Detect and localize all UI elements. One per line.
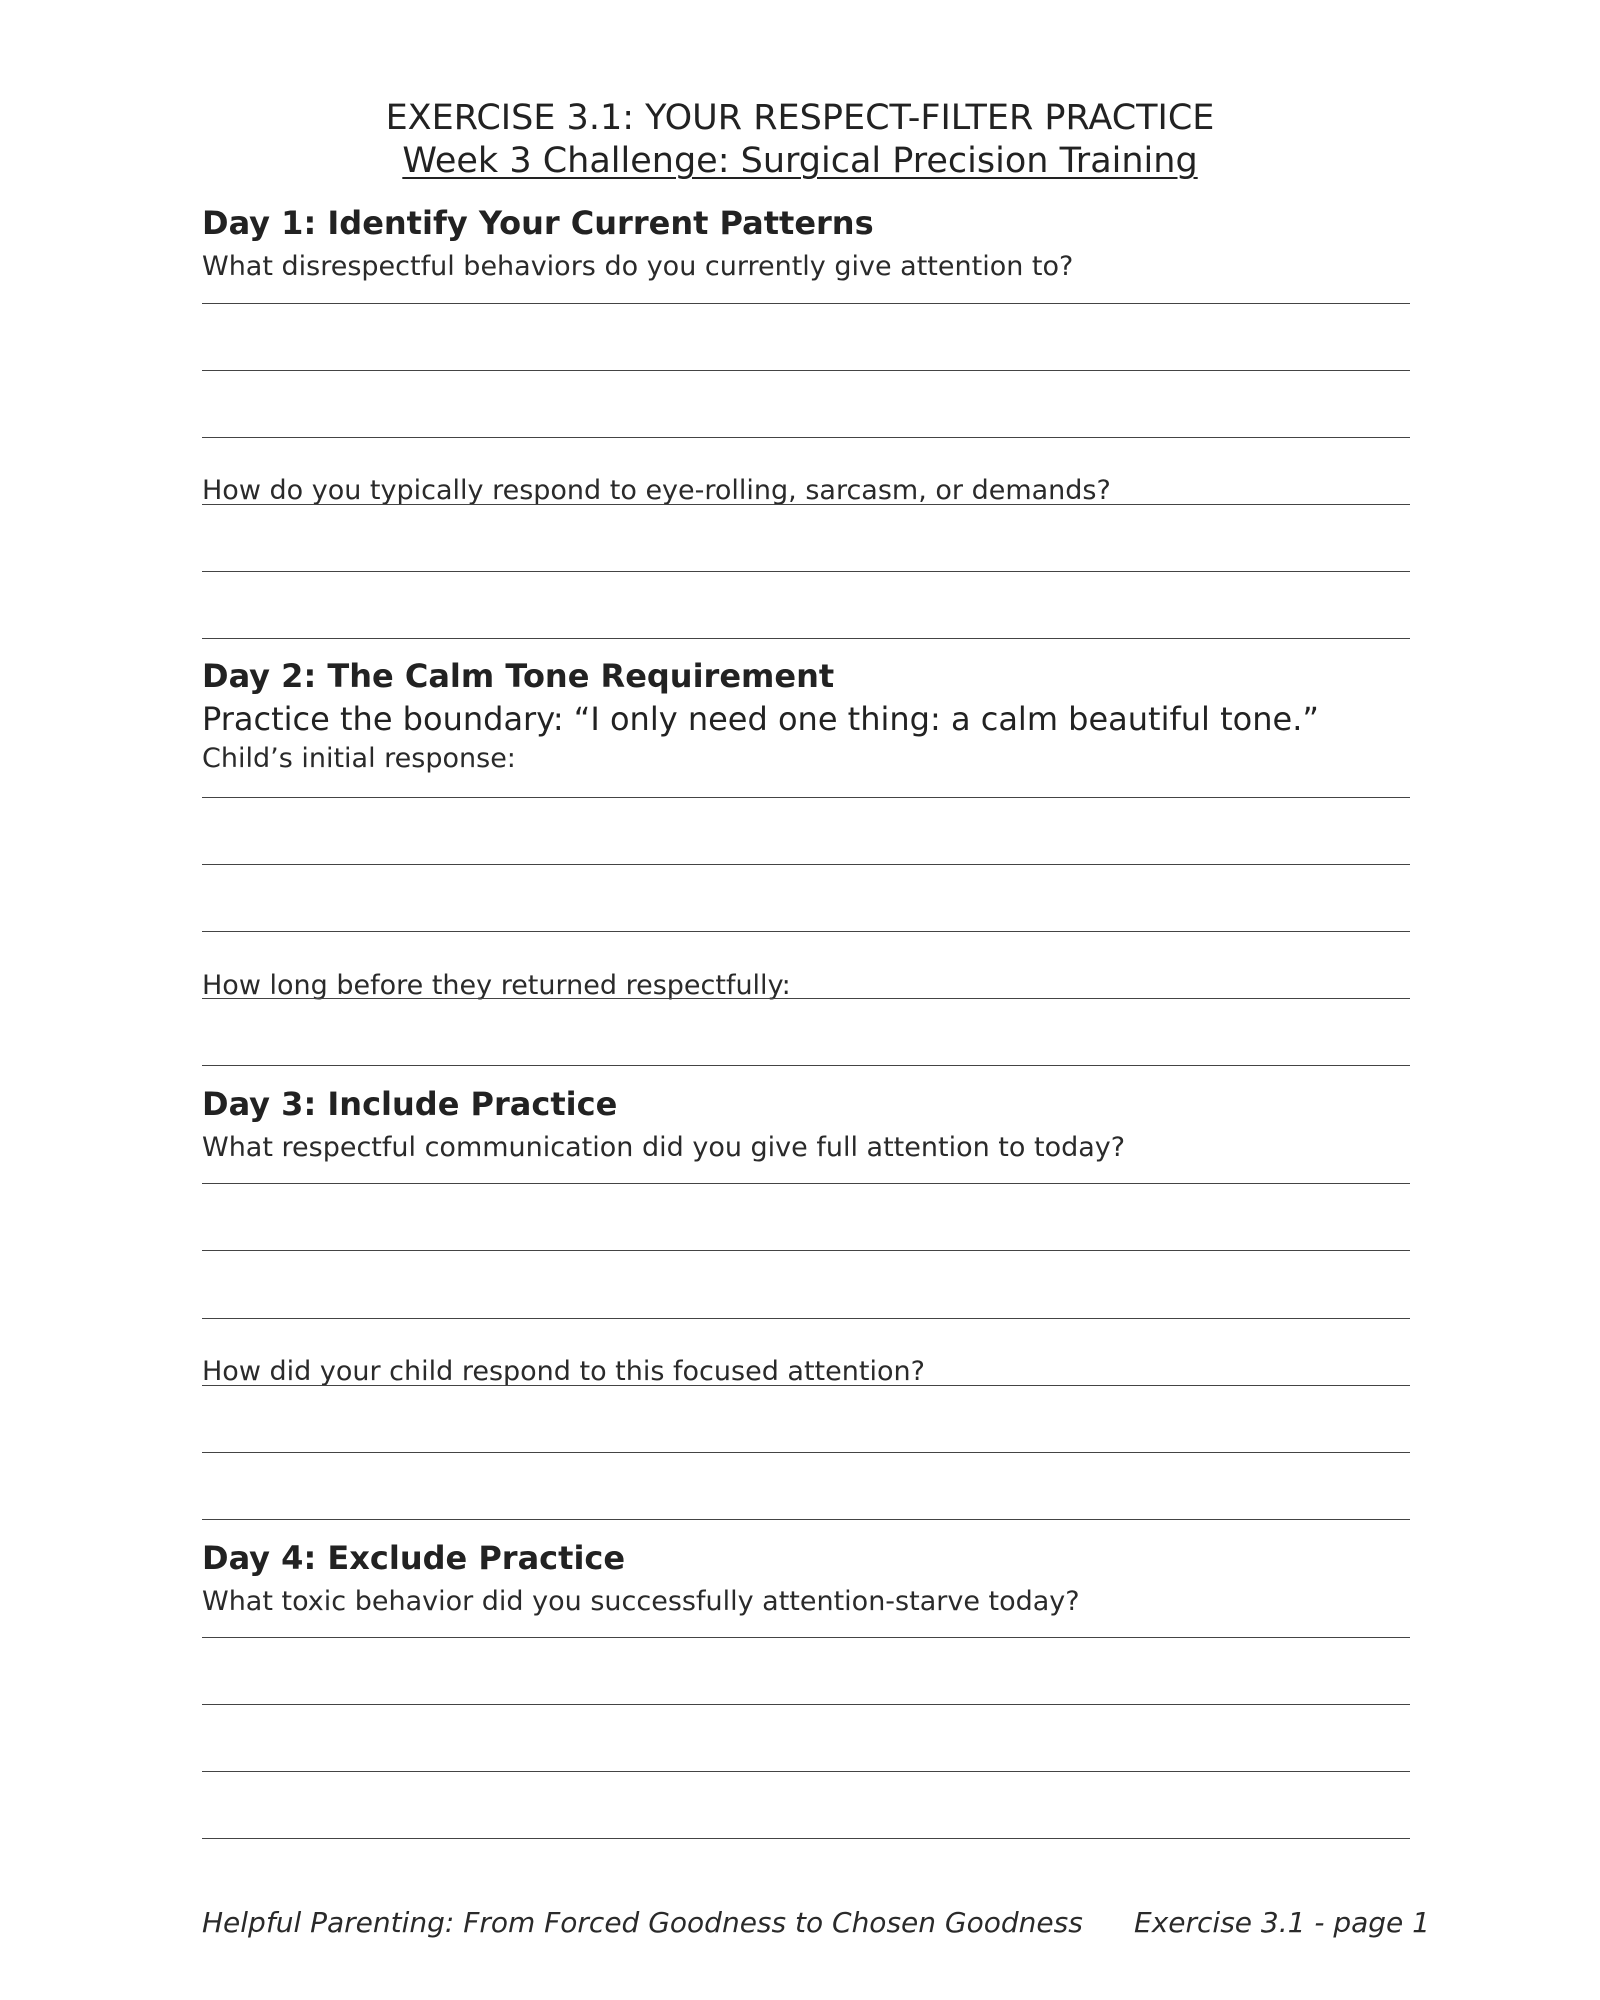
- answer-line[interactable]: [202, 1065, 1410, 1066]
- subtitle-text: Week 3 Challenge: Surgical Precision Training: [402, 141, 1198, 181]
- footer-book-title: Helpful Parenting: From Forced Goodness to Chosen Goodness: [202, 1906, 1083, 1939]
- day4-heading: Day 4: Exclude Practice: [202, 1539, 626, 1577]
- answer-line[interactable]: [202, 1452, 1410, 1453]
- exercise-title: EXERCISE 3.1: YOUR RESPECT-FILTER PRACTICE: [385, 98, 1215, 138]
- exercise-subtitle: [0, 139, 1600, 183]
- day3-heading: Day 3: Include Practice: [202, 1085, 618, 1123]
- answer-line[interactable]: [202, 1385, 1410, 1386]
- answer-line[interactable]: [202, 370, 1410, 371]
- day2-question-1: Child’s initial response:: [202, 743, 516, 774]
- answer-line[interactable]: [202, 931, 1410, 932]
- answer-line[interactable]: [202, 437, 1410, 438]
- answer-line[interactable]: [202, 571, 1410, 572]
- day2-question-2: How long before they returned respectfully:: [202, 970, 791, 1001]
- answer-line[interactable]: [202, 504, 1410, 505]
- day3-question-2: How did your child respond to this focused attention?: [202, 1356, 925, 1387]
- answer-line[interactable]: [202, 1704, 1410, 1705]
- answer-line[interactable]: [202, 864, 1410, 865]
- day2-boundary-statement: Practice the boundary: “I only need one thing: a calm beautiful tone.”: [202, 700, 1319, 738]
- answer-line[interactable]: [202, 797, 1410, 798]
- answer-line[interactable]: [202, 998, 1410, 999]
- answer-line[interactable]: [202, 303, 1410, 304]
- day1-question-1: What disrespectful behaviors do you currently give attention to?: [202, 251, 1074, 282]
- answer-line[interactable]: [202, 1838, 1410, 1839]
- day1-heading: Day 1: Identify Your Current Patterns: [202, 204, 874, 242]
- answer-line[interactable]: [202, 1771, 1410, 1772]
- answer-line[interactable]: [202, 1183, 1410, 1184]
- day2-heading: Day 2: The Calm Tone Requirement: [202, 657, 835, 695]
- day4-question-1: What toxic behavior did you successfully attention-starve today?: [202, 1586, 1080, 1617]
- answer-line[interactable]: [202, 1519, 1410, 1520]
- day1-question-2: How do you typically respond to eye-rolling, sarcasm, or demands?: [202, 475, 1111, 506]
- day3-question-1: What respectful communication did you give full attention to today?: [202, 1132, 1126, 1163]
- answer-line[interactable]: [202, 1250, 1410, 1251]
- answer-line[interactable]: [202, 638, 1410, 639]
- answer-line[interactable]: [202, 1637, 1410, 1638]
- answer-line[interactable]: [202, 1318, 1410, 1319]
- footer-page-label: Exercise 3.1 - page 1: [1134, 1906, 1430, 1939]
